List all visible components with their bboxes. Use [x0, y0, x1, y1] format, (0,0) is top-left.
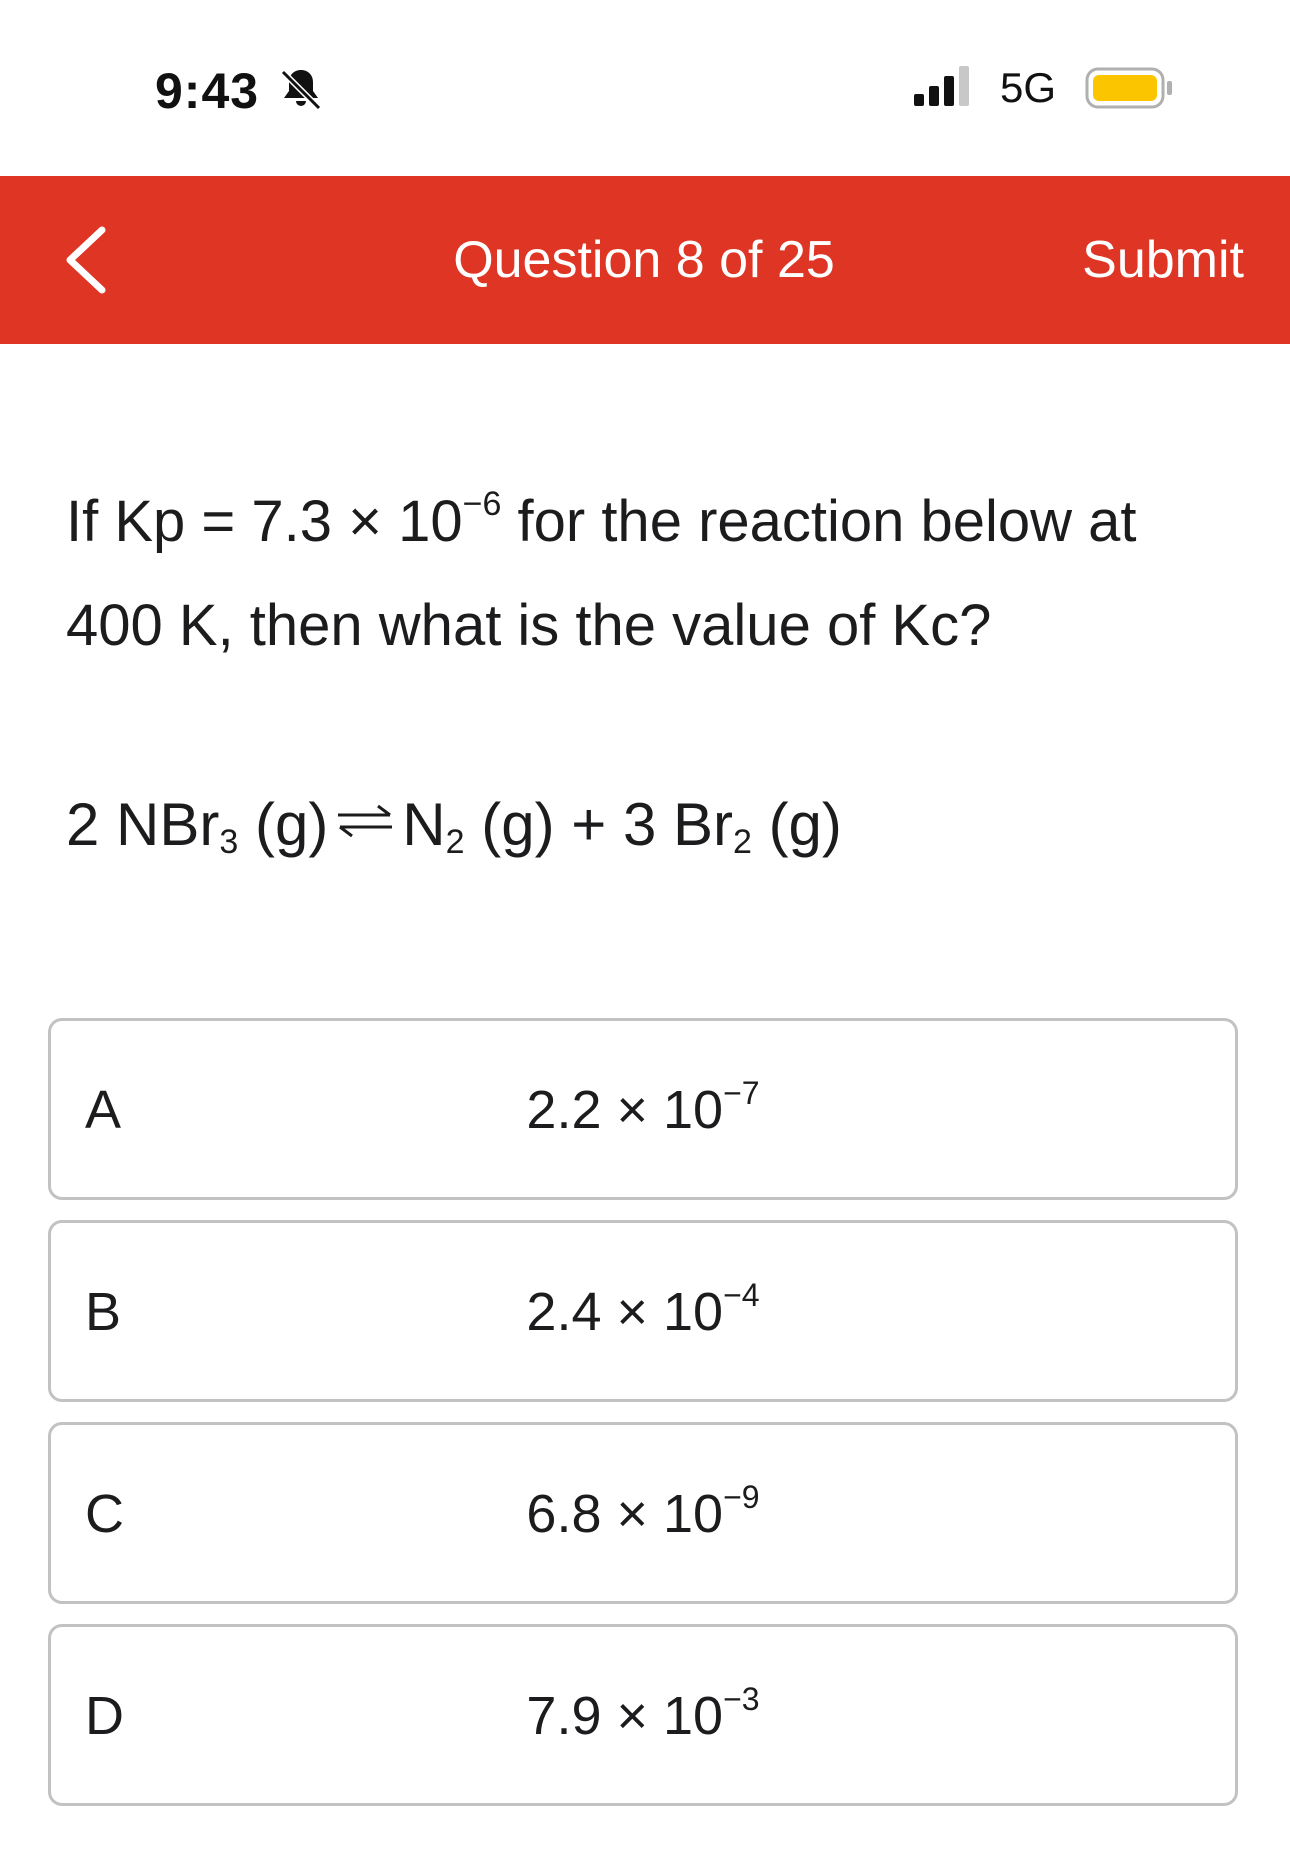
network-label: 5G — [1000, 64, 1057, 111]
question-text-after: for the reaction below at 400 K, then what is the value of Kc? — [66, 489, 1137, 658]
option-letter: D — [85, 1686, 124, 1746]
status-time: 9:43 — [155, 63, 260, 119]
option-value: $2.2 \times 10^{-7}$ — [526, 1075, 760, 1140]
answer-option-b[interactable] — [48, 1220, 1238, 1402]
answer-option-a[interactable] — [48, 1018, 1238, 1200]
option-exponent: −3 — [723, 1681, 760, 1717]
product-2-state: (g) — [751, 791, 842, 858]
signal-bars-icon — [912, 64, 978, 108]
question-text — [66, 470, 1226, 678]
option-letter: A — [85, 1080, 122, 1140]
answer-option-c[interactable] — [48, 1422, 1238, 1604]
option-exponent: −9 — [723, 1479, 760, 1515]
product-1-subscript: 2 — [445, 823, 465, 861]
question-text-before: If Kp = 7.3 × 10 — [66, 489, 463, 554]
status-bar — [0, 0, 1290, 176]
option-value: $2.4 \times 10^{-4}$ — [526, 1277, 760, 1342]
reaction-equation — [66, 790, 842, 862]
reactant: 2 NBr — [66, 791, 220, 858]
product-2-subscript: 2 — [732, 823, 752, 861]
reactant-state: (g) — [238, 791, 329, 858]
product-1: N — [402, 791, 446, 858]
option-exponent: −7 — [723, 1075, 760, 1111]
option-exponent: −4 — [723, 1277, 760, 1313]
option-letter: C — [85, 1484, 124, 1544]
equilibrium-arrows-icon — [334, 801, 396, 841]
submit-button[interactable]: Submit — [1082, 231, 1244, 289]
option-value: $7.9 \times 10^{-3}$ — [526, 1681, 760, 1746]
reactant-subscript: 3 — [219, 823, 239, 861]
product-1-state: (g) + 3 Br — [464, 791, 733, 858]
option-value: $6.8 \times 10^{-9}$ — [526, 1479, 760, 1544]
answer-option-d[interactable] — [48, 1624, 1238, 1806]
question-exponent: −6 — [462, 485, 502, 523]
option-letter: B — [85, 1282, 122, 1342]
page-title: Question 8 of 25 — [453, 231, 835, 289]
bell-slash-icon — [277, 64, 325, 112]
battery-icon — [1085, 66, 1175, 110]
header-bar — [0, 176, 1290, 344]
